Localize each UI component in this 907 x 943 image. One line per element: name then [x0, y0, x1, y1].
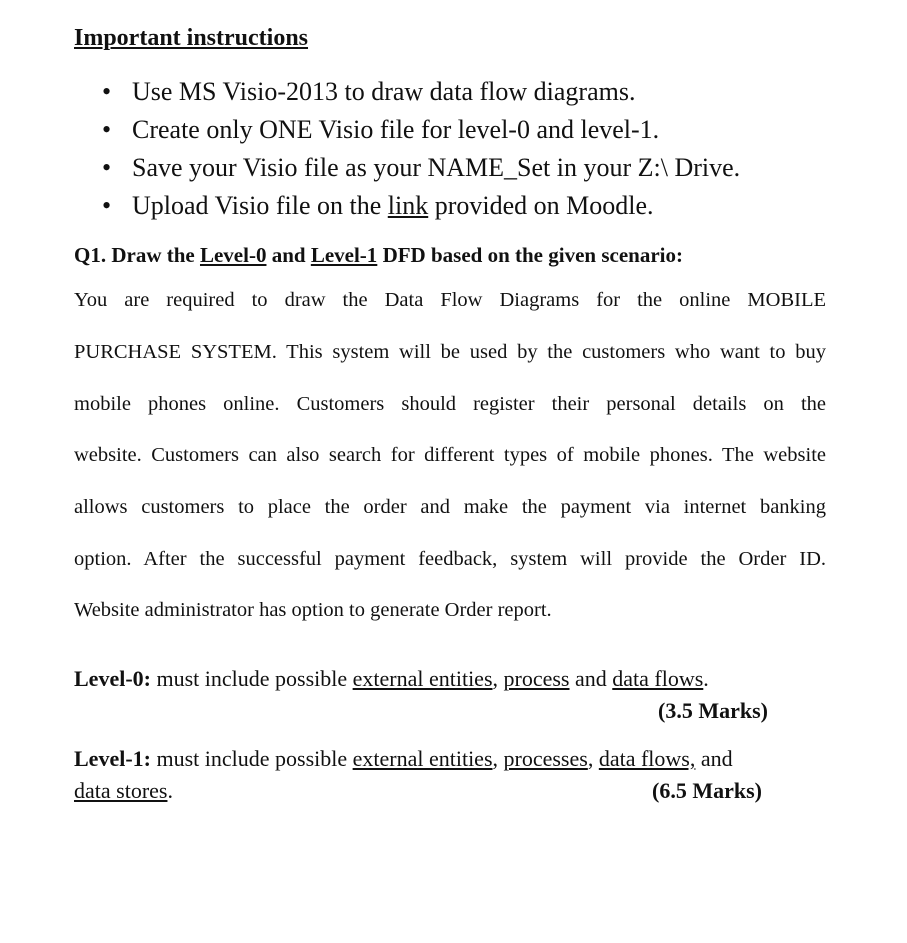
level1-term: data flows, [598, 746, 696, 771]
q1-and: and [266, 243, 311, 267]
instruction-item [100, 73, 740, 111]
instruction-text: provided on Moodle. [428, 191, 654, 220]
level1-sep: , [492, 746, 504, 771]
q1-prefix: Q1. Draw the [74, 243, 200, 267]
question-title [74, 242, 683, 268]
level1-term: data stores [74, 778, 168, 803]
level1-sep: , [587, 746, 599, 771]
scenario-line: option. After the successful payment feedback, system will provide the Order ID. [74, 548, 826, 570]
level0-text: must include possible [150, 666, 353, 691]
instruction-text: Create only ONE Visio file for level-0 and level-1. [132, 115, 660, 144]
instruction-text: Save your Visio file as your NAME_Set in your Z:\ Drive. [132, 153, 741, 182]
level0-sep: and [569, 666, 613, 691]
level0-term: external entities [352, 666, 493, 691]
instruction-item [100, 187, 740, 225]
level1-label: Level-1: [74, 746, 151, 771]
scenario-line: allows customers to place the order and make the payment via internet banking [74, 496, 826, 518]
level0-requirement [74, 665, 709, 693]
level1-term: processes [503, 746, 588, 771]
scenario-line: PURCHASE SYSTEM. This system will be used by the customers who want to buy [74, 341, 826, 363]
instructions-heading: Important instructions [74, 25, 309, 51]
level1-end: . [167, 778, 173, 803]
level0-term: data flows [612, 666, 704, 691]
moodle-link[interactable]: link [387, 191, 429, 220]
level1-marks: (6.5 Marks) [652, 778, 762, 803]
scenario-line: website. Customers can also search for different types of mobile phones. The website [74, 444, 826, 466]
instruction-text: Use MS Visio-2013 to draw data flow diagrams. [132, 77, 636, 106]
instruction-item [100, 149, 740, 187]
scenario-line: You are required to draw the Data Flow Diagrams for the online MOBILE [74, 289, 826, 311]
level1-term: external entities [352, 746, 493, 771]
instruction-text: Upload Visio file on the [132, 191, 388, 220]
level1-sep: and [695, 746, 733, 771]
scenario-line: mobile phones online. Customers should register their personal details on the [74, 393, 826, 415]
level1-requirement-cont [74, 777, 173, 805]
level1-requirement [74, 745, 733, 773]
q1-level0: Level-0 [199, 243, 267, 267]
level1-text: must include possible [150, 746, 353, 771]
q1-level1: Level-1 [310, 243, 378, 267]
instruction-item [100, 111, 740, 149]
instruction-list [100, 73, 740, 225]
level0-sep: , [492, 666, 504, 691]
level0-end: . [703, 666, 709, 691]
level0-term: process [503, 666, 570, 691]
q1-suffix: DFD based on the given scenario: [377, 243, 683, 267]
level0-label: Level-0: [74, 666, 151, 691]
level0-marks: (3.5 Marks) [658, 698, 768, 723]
scenario-line: Website administrator has option to generate Order report. [74, 599, 552, 621]
